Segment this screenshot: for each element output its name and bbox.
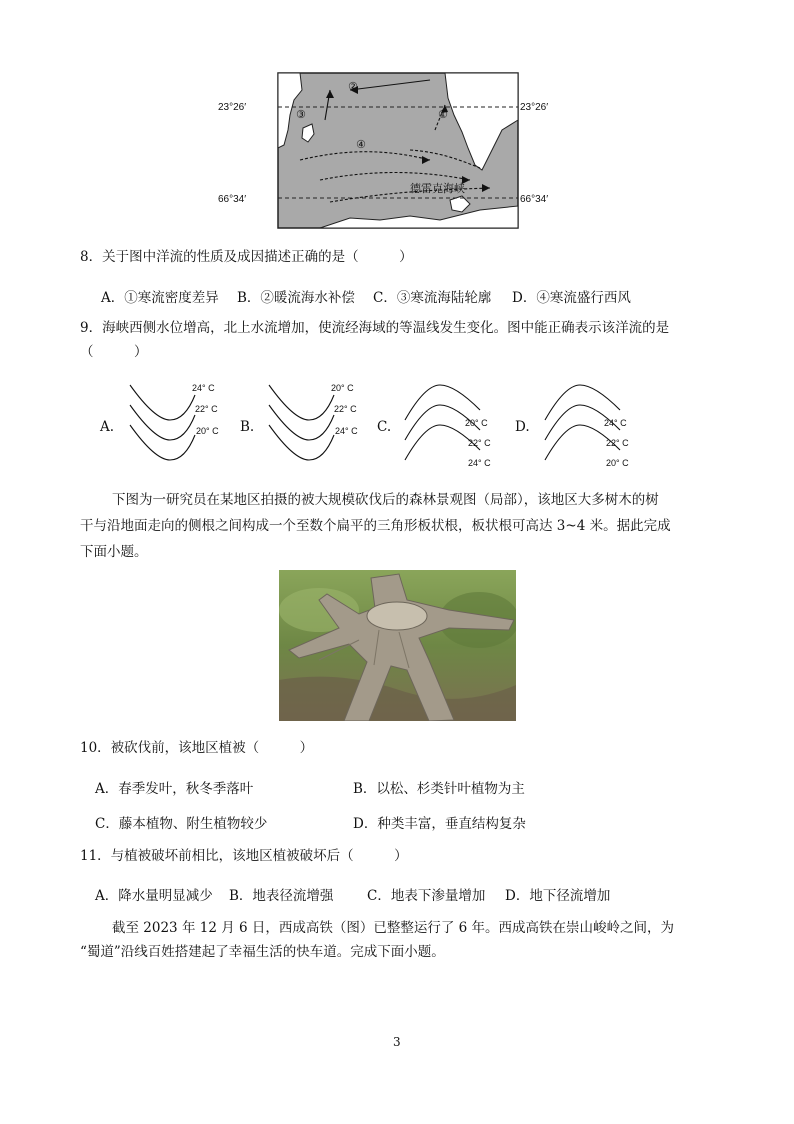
q9-option-b-diagram — [264, 380, 384, 470]
q10-option-c: C．藤本植物、附生植物较少 — [95, 816, 268, 832]
q11-option-a: A．降水量明显减少 — [95, 888, 213, 904]
q9-option-d-letter: D. — [515, 419, 530, 435]
q10-stem: 10．被砍伐前，该地区植被（ ） — [80, 740, 314, 756]
q8-stem: 8．关于图中洋流的性质及成因描述正确的是（ ） — [80, 249, 413, 265]
q9-option-a-diagram — [125, 380, 245, 470]
page-number: 3 — [393, 1035, 401, 1049]
map-current-3: ③ — [296, 109, 306, 121]
map-current-4: ④ — [356, 139, 366, 151]
q9-option-c-diagram — [400, 380, 520, 470]
q9-b-label-2: 22° C — [334, 404, 357, 414]
map-label-lat-north-left: 23°26′ — [218, 102, 247, 113]
intro1-line2: 干与沿地面走向的侧根之间构成一个至数个扁平的三角形板状根，板状根可高达 3~4 米。据此完成 — [80, 518, 671, 534]
q9-a-label-2: 22° C — [195, 404, 218, 414]
q9-d-label-1: 24° C — [604, 418, 627, 428]
q9-stem-line2: （ ） — [80, 344, 148, 360]
q9-d-label-3: 20° C — [606, 458, 629, 468]
map-current-2: ② — [348, 81, 358, 93]
q9-c-label-2: 22° C — [468, 438, 491, 448]
intro1-line3: 下面小题。 — [80, 544, 148, 560]
q9-option-c-letter: C. — [377, 419, 392, 435]
q9-d-label-2: 22° C — [606, 438, 629, 448]
q11-option-d: D．地下径流增加 — [505, 888, 611, 904]
q10-option-b: B．以松、杉类针叶植物为主 — [353, 781, 525, 797]
q9-a-label-3: 20° C — [196, 426, 219, 436]
map-label-lat-north-right: 23°26′ — [520, 102, 549, 113]
q8-option-d: D．④寒流盛行西风 — [512, 290, 631, 306]
q9-option-b-letter: B. — [240, 419, 255, 435]
map-label-lat-south-left: 66°34′ — [218, 194, 247, 205]
q8-option-c: C．③寒流海陆轮廓 — [373, 290, 492, 306]
q9-stem-line1: 9．海峡西侧水位增高，北上水流增加，使流经海域的等温线发生变化。图中能正确表示该洋流的是 — [80, 320, 670, 336]
q9-option-d-diagram — [540, 380, 660, 470]
q8-option-a: A．①寒流密度差异 — [101, 290, 219, 306]
q9-b-label-1: 20° C — [331, 383, 354, 393]
q9-c-label-3: 24° C — [468, 458, 491, 468]
intro1-line1: 下图为一研究员在某地区拍摄的被大规模砍伐后的森林景观图（局部），该地区大多树木的树 — [112, 492, 659, 508]
ocean-current-map — [218, 70, 570, 232]
q10-option-a: A．春季发叶，秋冬季落叶 — [95, 781, 254, 797]
intro2-line2: “蜀道”沿线百姓搭建起了幸福生活的快车道。完成下面小题。 — [80, 944, 445, 960]
map-current-1: ① — [438, 109, 448, 121]
q11-option-c: C．地表下渗量增加 — [367, 888, 486, 904]
buttress-root-stump-photo — [279, 570, 516, 721]
q11-option-b: B．地表径流增强 — [229, 888, 334, 904]
intro2-line1: 截至 2023 年 12 月 6 日，西成高铁（图）已整整运行了 6 年。西成高铁在崇山峻岭之间，为 — [112, 920, 675, 936]
q9-option-a-letter: A. — [100, 419, 115, 435]
q9-b-label-3: 24° C — [335, 426, 358, 436]
q10-option-d: D．种类丰富，垂直结构复杂 — [353, 816, 526, 832]
map-label-lat-south-right: 66°34′ — [520, 194, 549, 205]
q8-option-b: B．②暖流海水补偿 — [237, 290, 355, 306]
q9-c-label-1: 20° C — [465, 418, 488, 428]
map-label-strait: 德雷克海峡 — [410, 183, 465, 195]
q11-stem: 11．与植被破坏前相比，该地区植被破坏后（ ） — [80, 848, 408, 864]
q9-a-label-1: 24° C — [192, 383, 215, 393]
